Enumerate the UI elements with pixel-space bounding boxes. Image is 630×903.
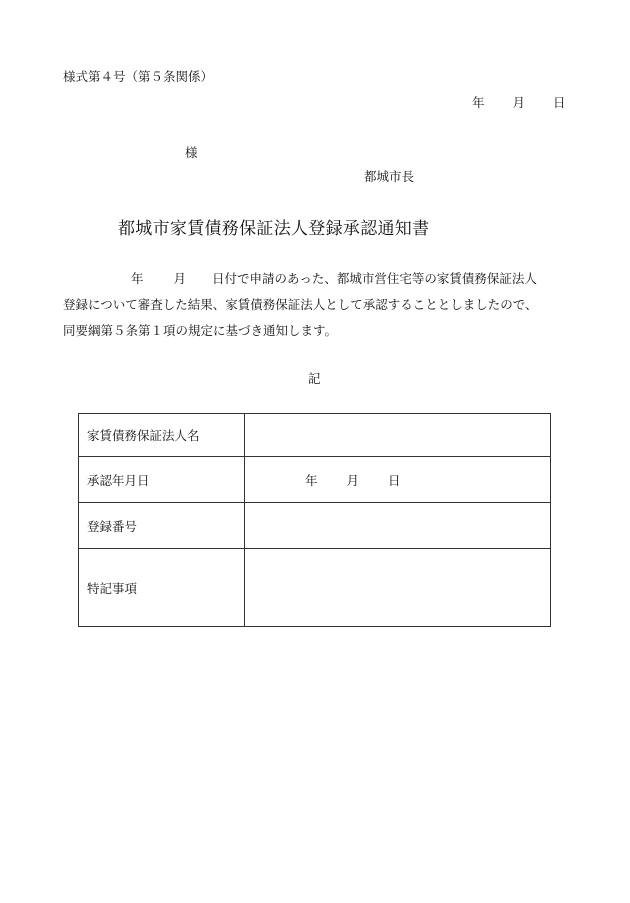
label-guarantor-name: 家賃債務保証法人名	[79, 414, 245, 457]
date-month: 月	[512, 95, 526, 110]
body-line-1-text: 日付で申請のあった、都城市営住宅等の家賃債務保証法人	[212, 271, 537, 286]
approval-month: 月	[346, 472, 360, 488]
table-row	[79, 549, 551, 627]
document-title: 都城市家賃債務保証法人登録承認通知書	[118, 219, 430, 239]
value-guarantor-name	[245, 414, 551, 457]
recipient-suffix: 様	[185, 145, 198, 160]
body-month: 月	[173, 271, 187, 286]
approval-year: 年	[305, 472, 318, 488]
body-line-3: 同要綱第５条第１項の規定に基づき通知します。	[63, 323, 338, 338]
issue-date	[472, 93, 566, 111]
table-row	[79, 457, 551, 503]
table-row	[79, 414, 551, 457]
issuer: 都城市長	[364, 169, 415, 184]
label-approval-date: 承認年月日	[79, 457, 245, 503]
date-year: 年	[472, 95, 485, 110]
value-approval-date	[245, 457, 551, 503]
label-special-notes: 特記事項	[79, 549, 245, 627]
label-registration-number: 登録番号	[79, 503, 245, 549]
date-day: 日	[553, 95, 566, 110]
form-number: 様式第４号（第５条関係）	[63, 69, 214, 84]
info-table	[78, 413, 551, 627]
value-special-notes	[245, 549, 551, 627]
body-year: 年	[131, 271, 144, 286]
body-text	[63, 266, 538, 344]
body-line-1	[63, 266, 538, 292]
table-row	[79, 503, 551, 549]
value-registration-number	[245, 503, 551, 549]
ki-heading: 記	[308, 371, 321, 386]
body-line-2: 登録について審査した結果、家賃債務保証法人として承認することとしましたので、	[63, 297, 538, 312]
approval-day: 日	[388, 472, 401, 488]
